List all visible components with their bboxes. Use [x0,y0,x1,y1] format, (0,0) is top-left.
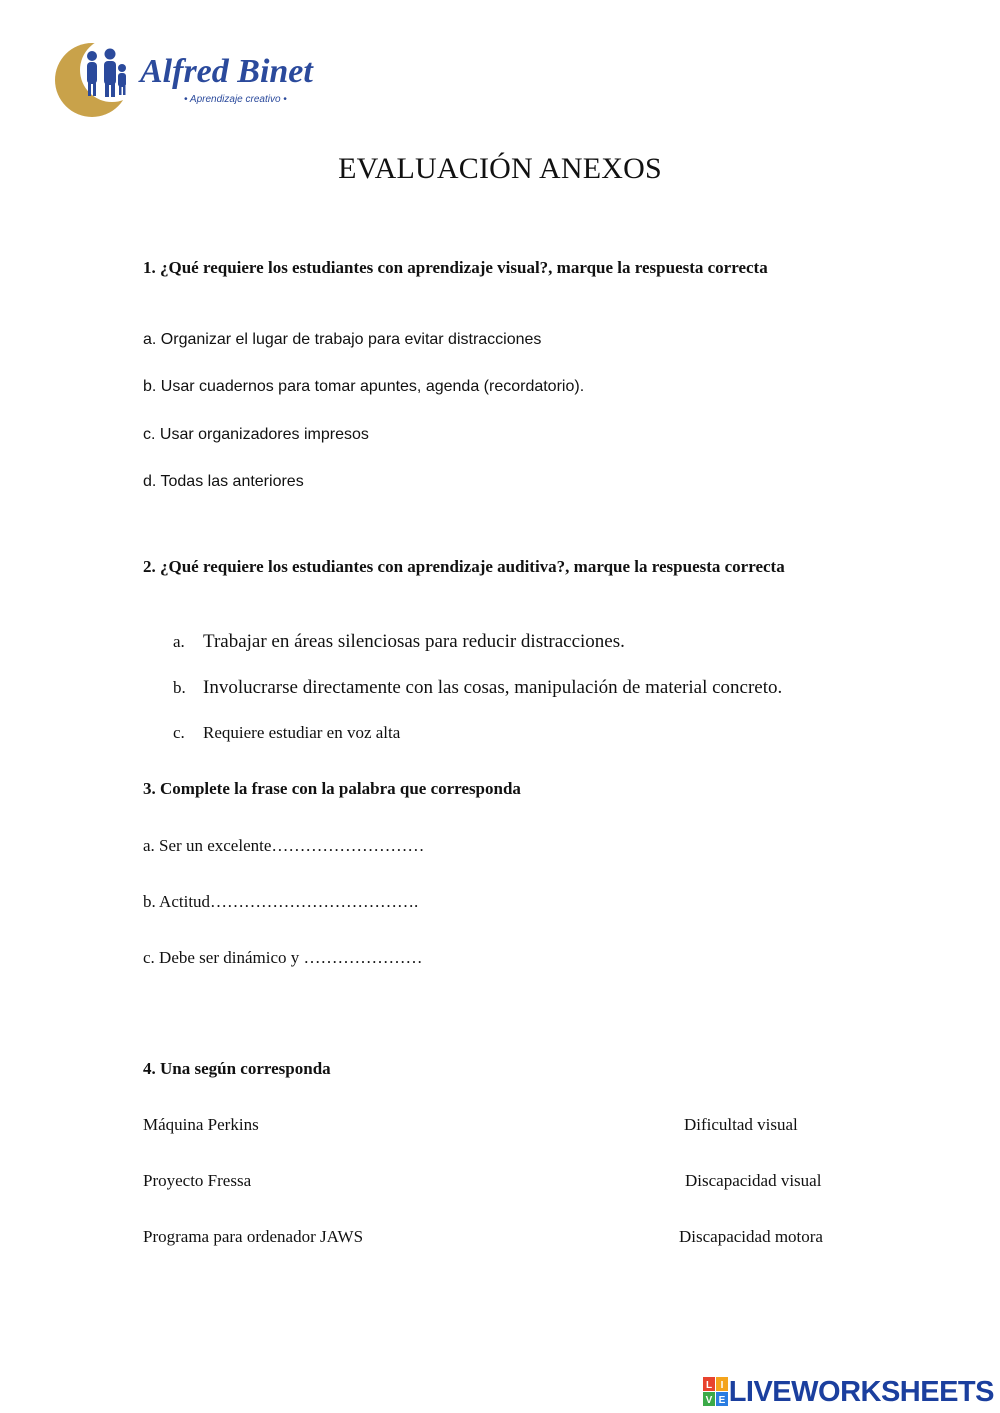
brand-name: Alfred Binet [140,53,313,90]
q2-option-a[interactable] [173,631,625,653]
question-1: 1. ¿Qué requiere los estudiantes con aprendizaje visual?, marque la respuesta correcta [143,258,768,277]
svg-text:V: V [705,1395,713,1406]
liveworksheets-badge-icon [703,1377,729,1407]
svg-text:I: I [720,1380,724,1391]
q1-option-b[interactable]: b. Usar cuadernos para tomar apuntes, agenda (recordatorio). [143,378,585,395]
q2-option-c[interactable] [173,723,400,743]
svg-text:E: E [718,1395,726,1406]
question-3: 3. Complete la frase con la palabra que corresponda [143,779,521,798]
liveworksheets-watermark [703,1374,994,1410]
q1-option-c[interactable]: c. Usar organizadores impresos [143,426,369,443]
q4-right-1[interactable]: Dificultad visual [684,1115,798,1134]
q4-right-3[interactable]: Discapacidad motora [679,1227,823,1246]
question-4: 4. Una según corresponda [143,1059,331,1078]
q3-item-b[interactable]: b. Actitud………………………………. [143,892,419,911]
page-title: EVALUACIÓN ANEXOS [338,152,662,185]
q2-option-a-text: Trabajar en áreas silenciosas para reducir distracciones. [203,631,625,652]
svg-text:L: L [705,1380,712,1391]
q1-option-d[interactable]: d. Todas las anteriores [143,473,304,490]
q2-option-b[interactable] [173,677,782,699]
brand-tagline: • Aprendizaje creativo • [184,94,287,105]
q2-option-c-text: Requiere estudiar en voz alta [203,723,401,742]
question-2: 2. ¿Qué requiere los estudiantes con aprendizaje auditiva?, marque la respuesta correcta [143,557,785,576]
q3-item-c[interactable]: c. Debe ser dinámico y ………………… [143,948,423,967]
q2-option-c-marker: c. [173,723,185,742]
q4-right-2[interactable]: Discapacidad visual [685,1171,822,1190]
q2-option-b-text: Involucrarse directamente con las cosas, manipulación de material concreto. [203,677,783,698]
q4-left-1[interactable]: Máquina Perkins [143,1115,259,1134]
liveworksheets-wordmark: LIVEWORKSHEETS [728,1375,994,1408]
q2-option-b-marker: b. [173,678,186,697]
q4-left-3[interactable]: Programa para ordenador JAWS [143,1227,364,1246]
q1-option-a[interactable]: a. Organizar el lugar de trabajo para evitar distracciones [143,331,542,348]
q4-left-2[interactable]: Proyecto Fressa [143,1171,252,1190]
school-logo [52,40,352,122]
q3-item-a[interactable]: a. Ser un excelente……………………… [143,836,425,855]
q2-option-a-marker: a. [173,632,185,651]
